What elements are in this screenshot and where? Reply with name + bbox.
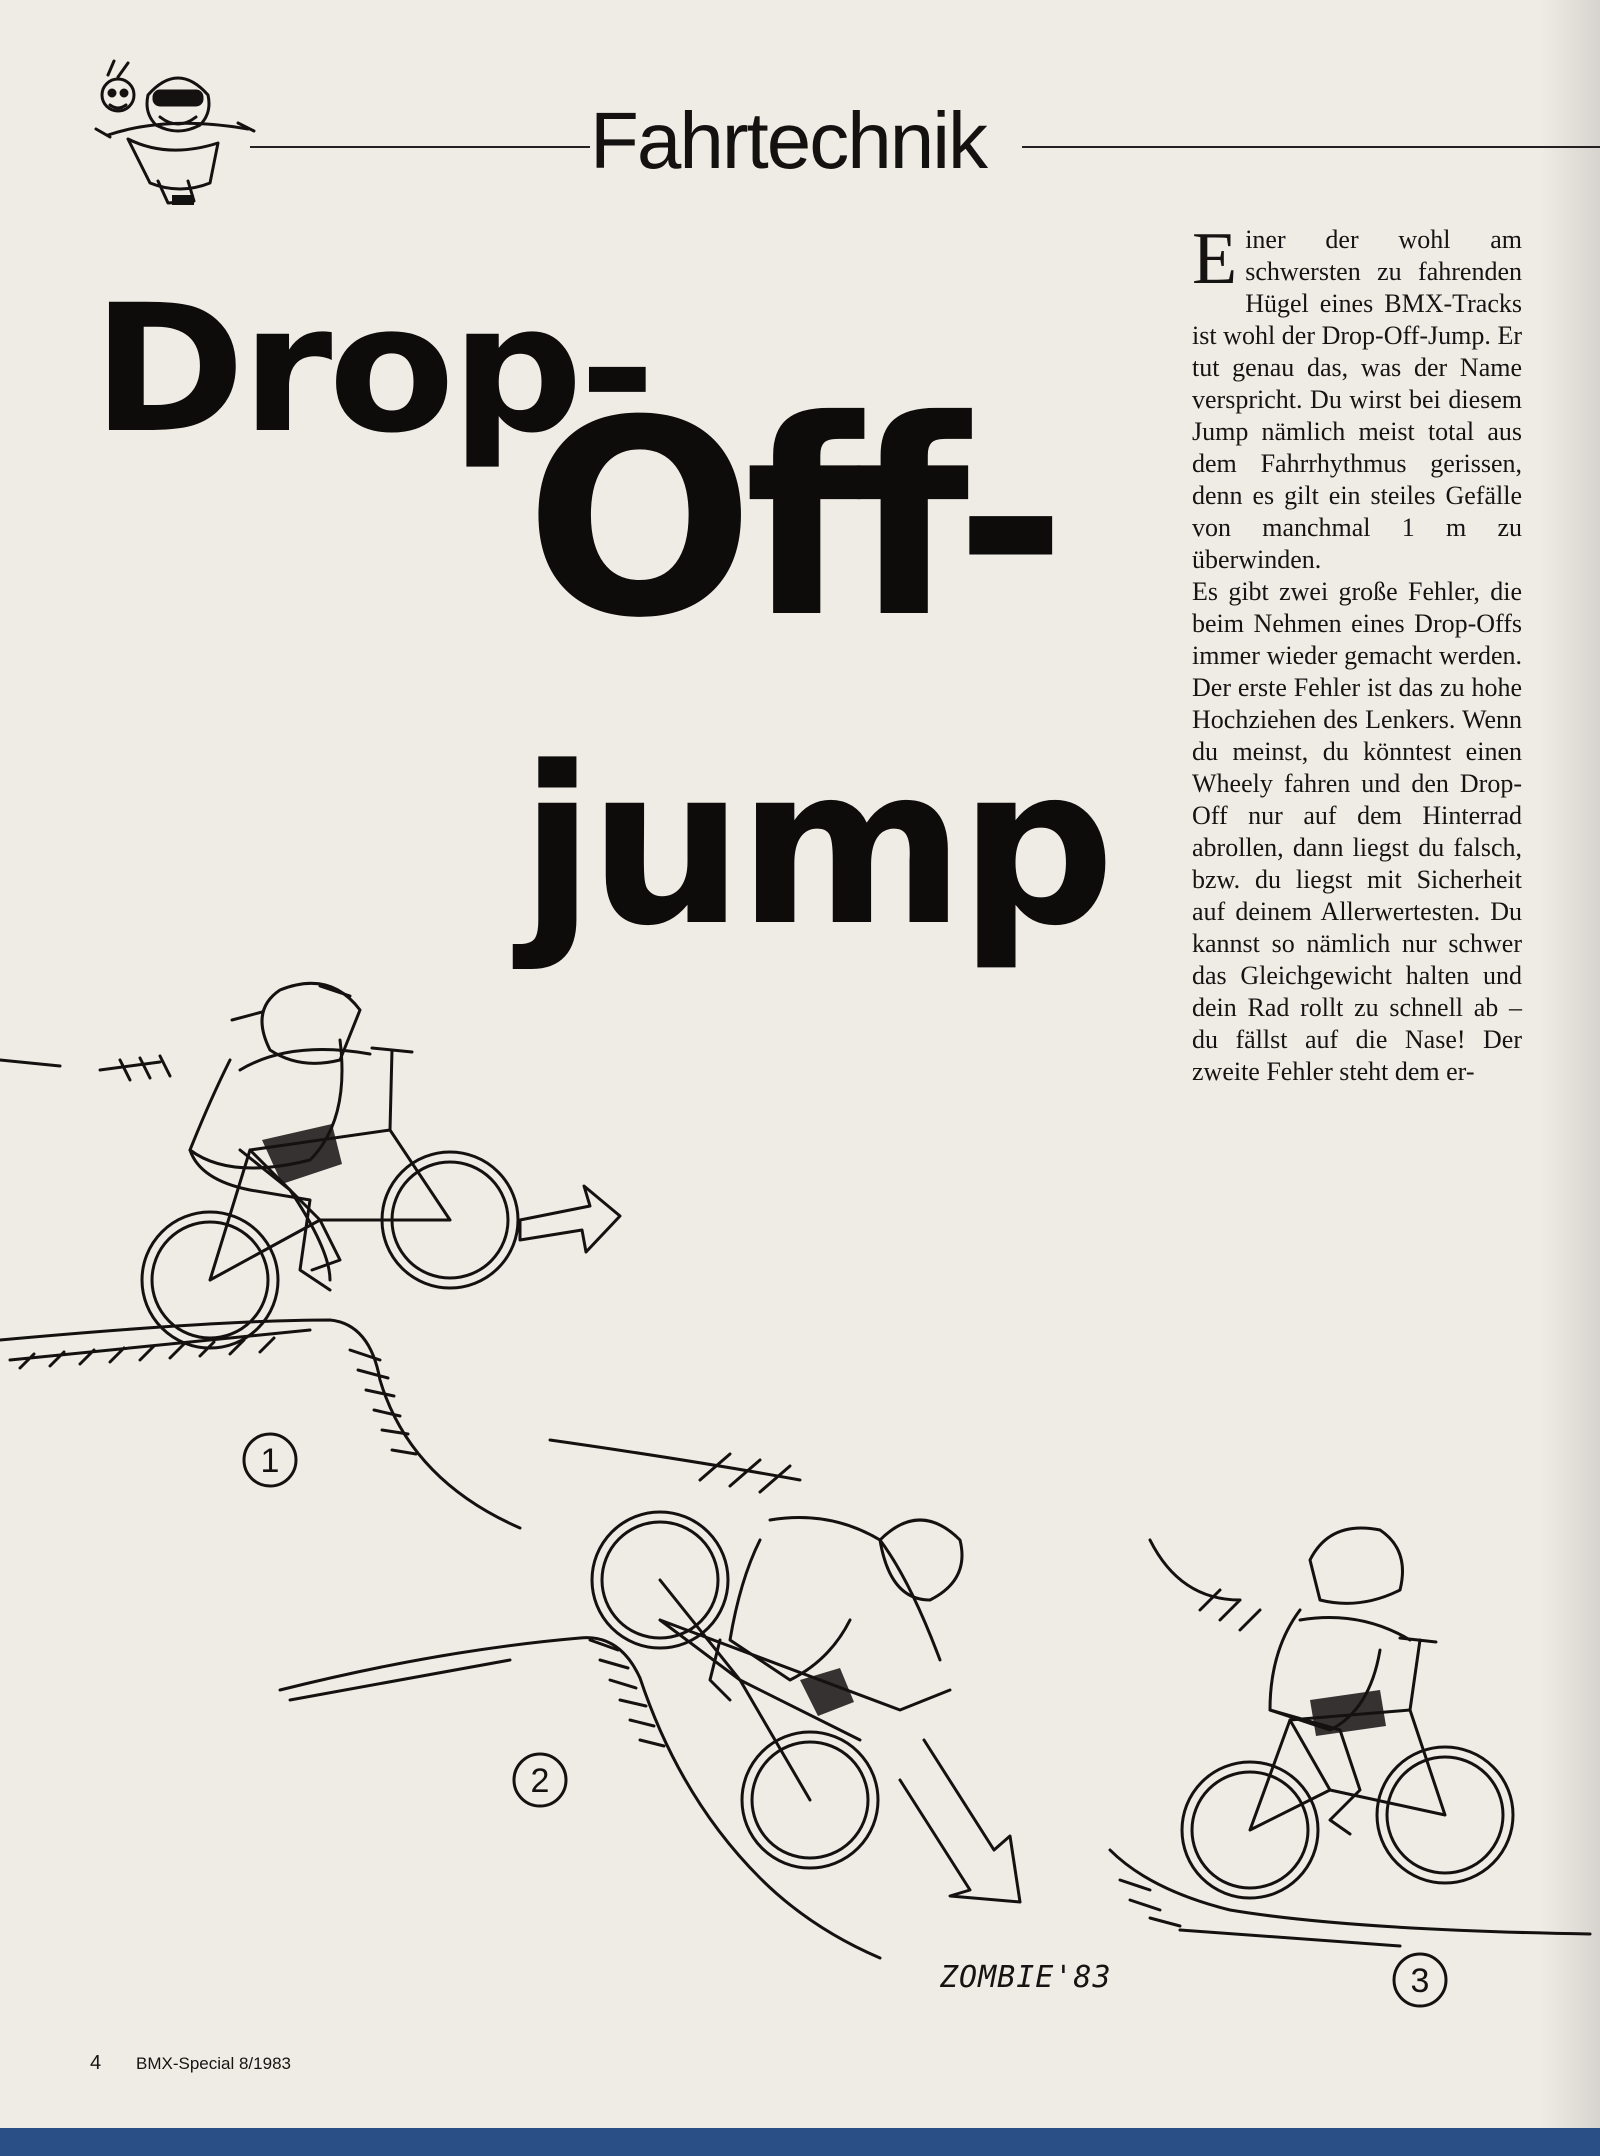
step-label-2: 2: [530, 1762, 550, 1800]
paragraph-1-text: iner der wohl am schwersten zu fahrenden Hügel eines BMX-Tracks ist wohl der Drop-Off-Jump. Er tut genau das, was der Name verspricht. Du wirst bei diesem Jump nämlich meist total aus dem Fahrrhythmus gerissen, denn es gilt ein steiles Gefälle von manchmal 1 m zu überwinden.: [1192, 225, 1522, 574]
publication-info: BMX-Special 8/1983: [136, 2054, 291, 2073]
headline-line-3: jump: [520, 721, 1110, 974]
mascot-logo-icon: [88, 55, 258, 215]
drop-off-illustration: [0, 920, 1600, 2060]
step-label-3: 3: [1410, 1962, 1430, 2000]
step-label-1: 1: [260, 1442, 280, 1480]
header-rule-left: [250, 146, 590, 148]
page-bottom-edge: [0, 2128, 1600, 2156]
header-rule-right: [1022, 146, 1600, 148]
headline-line-1: Drop-: [92, 267, 652, 472]
section-title: Fahrtechnik: [590, 96, 986, 185]
article-paragraph-2: Es gibt zwei große Fehler, die beim Nehmen eines Drop-Offs immer wieder gemacht werden. Der erste Fehler ist das zu hohe Hochziehen des Lenkers. Wenn du meinst, du könntest einen Wheely fahren und den Drop-Off nur auf dem Hinterrad abrollen, dann liegst du falsch, bzw. du liegst mit Sicherheit auf deinem Allerwertesten. Du kannst so nämlich nur schwer das Gleichgewicht halten und dein Rad rollt zu schnell ab – du fällst auf die Nase! Der zweite Fehler steht dem er-: [1192, 577, 1522, 1086]
page-number: 4: [90, 2052, 102, 2074]
drop-cap: E: [1192, 218, 1238, 300]
article-paragraph-1: [1192, 218, 1522, 576]
headline-line-2: Off-: [525, 362, 1057, 677]
artist-signature: ZOMBIE'83: [940, 1960, 1112, 1995]
